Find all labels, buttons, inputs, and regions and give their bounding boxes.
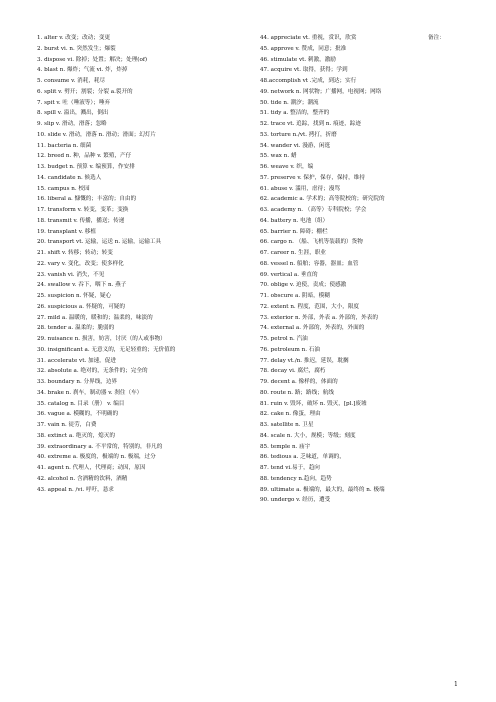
vocabulary-entry: 32. absolute a. 绝对的，无条件的；完全的 — [37, 368, 148, 375]
vocabulary-entry: 88. tendency n.趋向，趋势 — [260, 475, 332, 482]
vocabulary-entry: 18. transmit v. 传播，播送；传递 — [37, 217, 125, 224]
vocabulary-entry: 28. tender a. 温柔的；脆弱的 — [37, 325, 115, 332]
vocabulary-entry: 45. approve v. 赞成，同意；批准 — [260, 45, 347, 52]
vocabulary-entry: 77. delay vt./n. 推迟，延误，耽搁 — [260, 357, 349, 364]
page-number: 1 — [454, 681, 458, 688]
vocabulary-entry: 30. insignificant a. 无意义的，无足轻重的；无价值的 — [37, 346, 176, 353]
vocabulary-entry: 44. appreciate vt. 重视，赏识，欣赏 — [260, 35, 357, 41]
vocabulary-entry: 41. agent n. 代理人，代理商；动因，原因 — [37, 465, 146, 471]
vocabulary-entry: 5. consume v. 消耗，耗尽 — [37, 78, 106, 84]
vocabulary-entry: 25. suspicion n. 怀疑，疑心 — [37, 293, 112, 299]
vocabulary-entry: 83. satellite n. 卫星 — [260, 422, 314, 428]
vocabulary-entry: 47. acquire vt. 取得，获得；学到 — [260, 67, 348, 74]
vocabulary-entry: 49. network n. 网状物；广播网，电视网；网络 — [260, 88, 382, 95]
vocabulary-entry: 65. barrier n. 障碍；棚栏 — [260, 228, 328, 235]
vocabulary-entry: 17. transform v. 转变，变革；变换 — [37, 207, 129, 213]
vocabulary-entry: 72. extent n. 程度，范围，大小，限度 — [260, 303, 360, 310]
vocabulary-entry: 7. spit v. 吐（唾液等）；唾弃 — [37, 99, 110, 106]
vocabulary-entry: 48.accomplish vt .完成，到达；实行 — [260, 78, 357, 84]
vocabulary-entry: 68. vessel n. 船舶；容器，器皿；血管 — [260, 260, 359, 267]
vocabulary-entry: 16. liberal a. 慷慨的；丰富的；自由的 — [37, 196, 137, 203]
vocabulary-entry: 26. suspicious a. 怀疑的，可疑的 — [37, 303, 125, 310]
vocabulary-entry: 56. weave v. 织，编 — [260, 164, 314, 170]
vocabulary-entry: 14. candidate n. 候选人 — [37, 174, 102, 181]
vocabulary-entry: 2. burst vi. n. 突然发生；爆裂 — [37, 45, 116, 52]
vocabulary-entry: 8. spill v. 溢出，溅出，倒出 — [37, 110, 109, 117]
vocabulary-entry: 46. stimulate vt. 刺激，激励 — [260, 56, 336, 63]
vocabulary-entry: 79. decent a. 像样的，体面的 — [260, 379, 338, 385]
vocabulary-entry: 35. catalog n. 目录（册） v. 编目 — [37, 400, 125, 407]
vocabulary-entry: 13. budget n. 预算 v. 编预算，作安排 — [37, 164, 135, 170]
vocabulary-entry: 33. boundary n. 分界线，边界 — [37, 379, 118, 385]
vocabulary-entry: 87. tend vi.易于，趋向 — [260, 465, 320, 471]
vocabulary-entry: 11. bacteria n. 细菌 — [37, 142, 92, 149]
vocabulary-entry: 78. decay vi. 腐烂，腐朽 — [260, 368, 326, 375]
left-vocabulary-column — [37, 33, 210, 495]
vocabulary-entry: 23. vanish vi. 消失，不见 — [37, 271, 105, 278]
vocabulary-entry: 4. blast n. 爆炸；气流 vi. 炸，炸掉 — [37, 67, 128, 74]
vocabulary-entry: 9. slip v. 滑动，滑落；忽略 — [37, 121, 107, 127]
vocabulary-entry: 81. ruin v. 毁坏，破坏 n. 毁灭，[pl.]废墟 — [260, 400, 367, 407]
vocabulary-entry: 38. extinct a. 绝灭的，熄灭的 — [37, 432, 115, 439]
vocabulary-entry: 75. petrol n. 汽油 — [260, 336, 308, 342]
vocabulary-entry: 54. wander vi. 漫游，闲逛 — [260, 142, 331, 149]
vocabulary-entry: 51. tidy a. 整洁的，整齐的 — [260, 110, 330, 117]
vocabulary-entry: 63. academy n. （高等）专科院校；学会 — [260, 207, 367, 213]
vocabulary-entry: 90. undergo v. 经历，遭受 — [260, 497, 331, 504]
vocabulary-entry: 85. temple n. 庙宇 — [260, 443, 311, 450]
right-vocabulary-column — [260, 33, 460, 506]
vocabulary-entry: 70. oblige v. 迫使，责成；使感激 — [260, 282, 347, 289]
vocabulary-entry: 12. breed n. 种，品种 v. 繁殖，产仔 — [37, 153, 132, 160]
vocabulary-entry: 53. torture n./vt. 拷打，折磨 — [260, 131, 337, 138]
vocabulary-entry: 20. transport vt. 运输，运送 n. 运输，运输工具 — [37, 239, 162, 246]
vocabulary-entry: 6. split v. 劈开；割裂；分裂 a.裂开的 — [37, 88, 133, 95]
vocabulary-entry: 69. vertical a. 垂直的 — [260, 271, 318, 278]
vocabulary-entry: 3. dispose vi. 除掉；处置；解决；处理(of) — [37, 56, 148, 63]
vocabulary-entry: 43. appeal n. /vi. 呼吁，恳求 — [37, 486, 114, 493]
vocabulary-entry: 15. campus n. 校园 — [37, 185, 90, 192]
vocabulary-entry: 76. petroleum n. 石油 — [260, 346, 320, 353]
vocabulary-entry: 52. trace vt. 追踪，找到 n. 痕迹，踪迹 — [260, 121, 361, 127]
vocabulary-entry: 42. alcohol n. 含酒精的饮料，酒精 — [37, 475, 128, 482]
vocabulary-entry: 57. preserve v. 保护，保存，保持，维持 — [260, 174, 365, 181]
vocabulary-entry: 29. nuisance n. 损害，妨害，讨厌（的人或事物） — [37, 336, 166, 342]
vocabulary-entry: 71. obscure a. 阴暗，模糊 — [260, 293, 330, 299]
vocabulary-entry: 19. transplant v. 移植 — [37, 228, 96, 235]
vocabulary-entry: 55. wax n. 蜡 — [260, 153, 297, 160]
note-label: 备注： — [428, 35, 445, 41]
vocabulary-entry: 74. external a. 外部的，外表的，外面的 — [260, 325, 365, 332]
vocabulary-entry: 73. exterior n. 外部，外表 a. 外部的，外表的 — [260, 314, 378, 321]
vocabulary-entry: 64. battery n. 电池（组） — [260, 217, 329, 224]
vocabulary-entry: 1. alter v. 改变；改动；变更 — [37, 35, 111, 41]
vocabulary-entry: 22. vary v. 变化，改变；使多样化 — [37, 260, 124, 267]
vocabulary-entry: 62. academic a. 学术的；高等院校的；研究院的 — [260, 196, 385, 203]
vocabulary-entry: 34. brake n. 刹车，制动器 v. 刹住（车） — [37, 389, 143, 396]
vocabulary-entry: 27. mild a. 温暖的，暖和的；温柔的，味淡的 — [37, 314, 153, 321]
vocabulary-entry: 50. tide n. 潮汐；潮流 — [260, 99, 319, 106]
vocabulary-entry: 40. extreme a. 极度的，极端的 n. 极端，过分 — [37, 454, 156, 461]
vocabulary-entry: 21. shift v. 转移；转动；转变 — [37, 250, 113, 256]
vocabulary-entry: 31. accelerate vt. 加速，促进 — [37, 357, 116, 364]
vocabulary-entry: 82. cake n. 像蛋，理由 — [260, 411, 321, 418]
vocabulary-entry: 67. career n. 生涯，职业 — [260, 250, 327, 256]
vocabulary-entry: 84. scale n. 大小，规模；等级；刻度 — [260, 432, 356, 439]
vocabulary-entry: 61. abuse v. 滥用，虐待；漫骂 — [260, 185, 340, 192]
vocabulary-entry: 37. vain n. 徒劳，白费 — [37, 422, 97, 428]
vocabulary-entry: 66. cargo n. （船、飞机等装载的）货物 — [260, 239, 363, 246]
vocabulary-entry: 89. ultimate a. 极端的，最大的，最终的 n. 极端 — [260, 486, 385, 493]
vocabulary-entry: 80. route n. 路；路线；航线 — [260, 389, 334, 396]
vocabulary-entry: 86. tedious a. 乏味道，单调的， — [260, 454, 345, 461]
vocabulary-entry: 10. slide v. 滑动，滑落 n. 滑动；滑面；幻灯片 — [37, 131, 157, 138]
vocabulary-entry: 36. vague a. 模糊的，不明确的 — [37, 411, 119, 418]
vocabulary-entry: 24. swallow v. 吞下，咽下 n. 燕子 — [37, 282, 127, 289]
vocabulary-entry: 39. extraordinary a. 不平常的，特别的，非凡的 — [37, 443, 163, 450]
